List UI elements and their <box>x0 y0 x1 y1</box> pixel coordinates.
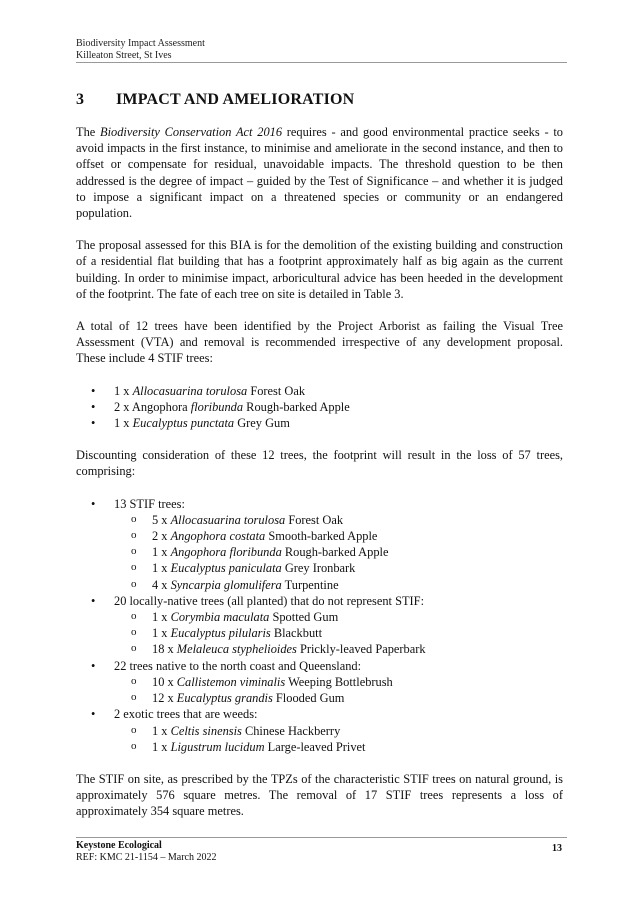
list-item <box>76 512 563 528</box>
species-name: floribunda <box>190 399 244 414</box>
group-label: 20 locally-native trees (all planted) that do not represent STIF: <box>114 593 425 608</box>
list-item <box>76 399 563 415</box>
sublist-container <box>76 609 563 658</box>
species-count: 12 x <box>152 691 177 706</box>
header-divider <box>76 62 567 63</box>
species-count: 4 x <box>152 577 171 592</box>
common-name: Turpentine <box>281 577 339 592</box>
common-name: Forest Oak <box>285 512 344 527</box>
list-item <box>76 560 563 576</box>
species-count: 5 x <box>152 512 171 527</box>
species-name: Angophora costata <box>170 529 266 544</box>
species-name: Celtis sinensis <box>170 723 242 738</box>
species-name: Angophora floribunda <box>170 545 282 560</box>
common-name: Blackbutt <box>270 626 323 641</box>
list-item <box>76 528 563 544</box>
list-item <box>76 625 563 641</box>
species-name: Melaleuca styphelioides <box>176 642 297 657</box>
species-sublist <box>76 674 563 706</box>
list-item <box>76 544 563 560</box>
list-item <box>76 577 563 593</box>
para1-post: requires - and good environmental practice seeks - to avoid impacts in the first instance, to minimise and ameliorate in the second instance, and then to offset or compensate for residual, unavoidable impacts. The threshold question to be then addressed is the degree of impact – guided by the Test of Significance – and whether it is judged to impose a significant impact on a threatened species or community or an endangered population. <box>76 125 563 221</box>
species-sublist <box>76 512 563 593</box>
species-count: 1 x <box>152 626 171 641</box>
common-name: Flooded Gum <box>272 691 345 706</box>
paragraph-3: A total of 12 trees have been identified by the Project Arborist as failing the Visual Tree Assessment (VTA) and removal is recommended irrespective of any development proposal. These include 4 STIF trees: <box>76 319 563 366</box>
list-item <box>76 658 563 674</box>
list-item <box>76 739 563 755</box>
species-name: Allocasuarina torulosa <box>170 512 286 527</box>
common-name: Forest Oak <box>247 383 306 398</box>
common-name: Rough-barked Apple <box>281 545 389 560</box>
species-count: 1 x <box>152 545 171 560</box>
list-item <box>76 641 563 657</box>
species-count: 1 x <box>152 739 171 754</box>
running-header <box>76 38 205 62</box>
tree-loss-list <box>76 496 563 755</box>
list-item <box>76 706 563 722</box>
group-label: 22 trees native to the north coast and Queensland: <box>114 658 362 673</box>
section-heading <box>76 91 354 109</box>
list-item <box>76 723 563 739</box>
common-name: Chinese Hackberry <box>241 723 341 738</box>
species-count: 2 x <box>152 529 171 544</box>
species-name: Eucalyptus pilularis <box>170 626 271 641</box>
species-name: Syncarpia glomulifera <box>170 577 282 592</box>
species-name: Ligustrum lucidum <box>170 739 265 754</box>
footer-company: Keystone Ecological <box>76 840 162 851</box>
species-name: Allocasuarina torulosa <box>132 383 248 398</box>
list-item <box>76 383 563 399</box>
group-label: 2 exotic trees that are weeds: <box>114 707 258 722</box>
section-title: IMPACT AND AMELIORATION <box>116 91 355 108</box>
body-text <box>76 124 563 836</box>
section-number: 3 <box>76 91 85 108</box>
species-count: 10 x <box>152 674 177 689</box>
species-sublist <box>76 609 563 658</box>
list-item <box>76 593 563 609</box>
act-name: Biodiversity Conservation Act 2016 <box>100 125 283 139</box>
footer-divider <box>76 837 567 838</box>
common-name: Grey Ironbark <box>281 561 356 576</box>
running-footer <box>76 840 216 864</box>
common-name: Grey Gum <box>234 416 290 431</box>
list-item <box>76 690 563 706</box>
footer-ref: REF: KMC 21-1154 – March 2022 <box>76 852 217 863</box>
paragraph-2: The proposal assessed for this BIA is for the demolition of the existing building and construction of a residential flat building that has a footprint approximately half as big again as the current building. In order to minimise impact, arboricultural advice has been heeded in the development of the footprint. The fate of each tree on site is detailed in Table 3. <box>76 238 563 301</box>
species-name: Eucalyptus grandis <box>176 691 273 706</box>
common-name: Weeping Bottlebrush <box>285 674 393 689</box>
list-item <box>76 496 563 512</box>
list-item <box>76 674 563 690</box>
species-name: Eucalyptus punctata <box>132 416 235 431</box>
sublist-container <box>76 512 563 593</box>
paragraph-1 <box>76 124 563 221</box>
vta-tree-list <box>76 383 563 432</box>
species-count: 1 x <box>152 561 171 576</box>
species-name: Corymbia maculata <box>170 610 270 625</box>
paragraph-5: The STIF on site, as prescribed by the TPZs of the characteristic STIF trees on natural ground, is approximately 576 square metres. The removal of 17 STIF trees represents a loss of approximately 354 square metres. <box>76 771 563 819</box>
species-sublist <box>76 723 563 755</box>
common-name: Smooth-barked Apple <box>265 529 378 544</box>
sublist-container <box>76 723 563 755</box>
species-count: 2 x Angophora <box>114 399 191 414</box>
header-line-2: Killeaton Street, St Ives <box>76 50 172 61</box>
common-name: Spotted Gum <box>269 610 339 625</box>
list-item <box>76 415 563 431</box>
common-name: Large-leaved Privet <box>264 739 366 754</box>
common-name: Prickly-leaved Paperbark <box>296 642 426 657</box>
species-name: Callistemon viminalis <box>176 674 286 689</box>
species-count: 1 x <box>114 383 133 398</box>
species-name: Eucalyptus paniculata <box>170 561 282 576</box>
species-count: 18 x <box>152 642 177 657</box>
species-count: 1 x <box>114 416 133 431</box>
common-name: Rough-barked Apple <box>243 399 350 414</box>
para1-pre: The <box>76 125 101 139</box>
list-item <box>76 609 563 625</box>
header-line-1: Biodiversity Impact Assessment <box>76 38 205 49</box>
species-count: 1 x <box>152 610 171 625</box>
species-count: 1 x <box>152 723 171 738</box>
group-label: 13 STIF trees: <box>114 496 185 511</box>
paragraph-4: Discounting consideration of these 12 trees, the footprint will result in the loss of 57 trees, comprising: <box>76 448 563 479</box>
page-number: 13 <box>552 843 562 854</box>
sublist-container <box>76 674 563 706</box>
